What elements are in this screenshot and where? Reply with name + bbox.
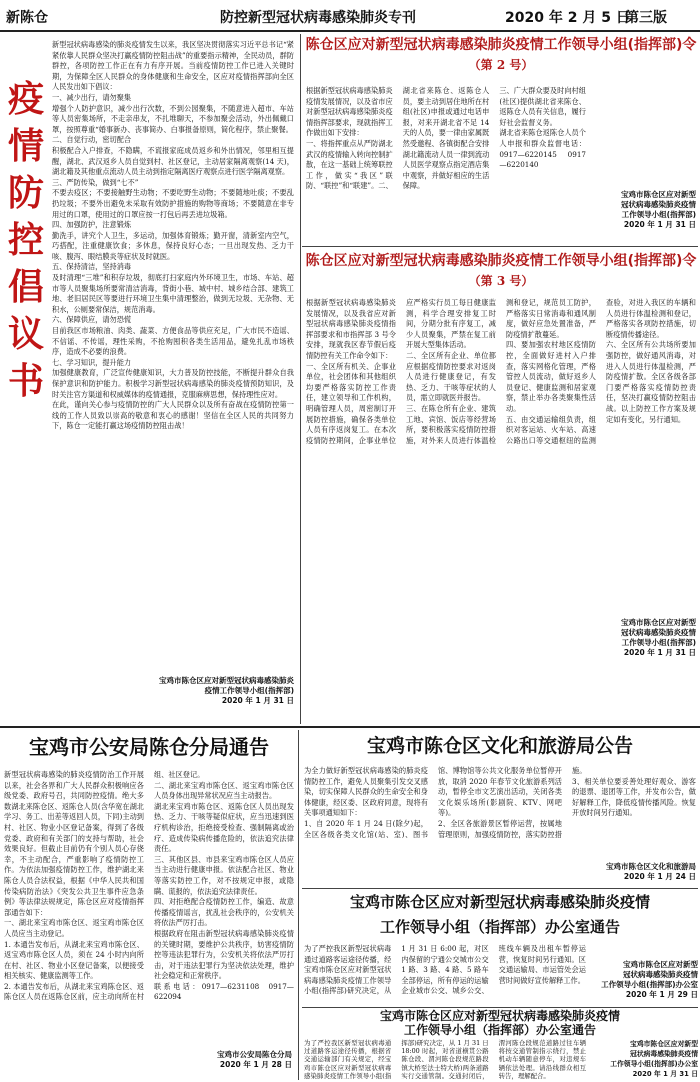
order2-signature [590,190,696,242]
notice1-signature [588,960,698,1006]
initiative-body: 新型冠状病毒感染的肺炎疫情发生以来，我区坚决贯彻落实习近平总书记“紧紧依靠人民群众坚决打赢疫情防控阻击战”的重要指示精神，全民动员，群防群控，各项防控工作正在有力有序开展。当前疫情防控工作已进入关键时期，为保障全区人民群众的身体健康和生命安全，区应对疫情指挥部向全区人民发出如下倡议： 一、减少出行，请勿聚集 增强个人防护意识，减少出行次数，不到公园聚集，不随意进入超市、车站等人员密集场所，不走亲串友，不扎堆聊天，不参加聚会活动，外出佩戴口罩，按照尊重“婚事新办、丧事简办、白事报备原则，简化程序，禁止聚餐。 二、自觉行动，密切配合 积极配合入户排查，不隐瞒，不谎报家庭成员返乡和外出情况，邻里相互提醒，湖北、武汉返乡人员自觉到村、社区登记，主动居家隔离观察(14 天)，湖北籍及其他重点流动人员主动到指定隔离医疗观察点进行医学隔离观察。 三、严防传染，做到“七不” 不要去疫区；不要接触野生动物；不要吃野生动物；不要随地吐痰；不要乱扔垃圾；不要外出避免未采取有效防护措施的购物等商场；不要随意在非专用过的口罩，使用过的口罩应按一打包后再丢进垃圾箱。 四、加强防护，注意锻炼 勤洗手，讲究个人卫生，多运动，加强体育锻炼；勤开窗，清新室内空气，巧搭配，注重健康饮食；多休息，保持良好心态；一旦出现发热、乏力干咳、腹泻、眼结膜炎等症状及时就医。 五、保持清洁，坚持消毒 及时清理“三堆”和积存垃圾，彻底打扫家庭内外环境卫生，市场、车站、超市等人员聚集场所要常清洁消毒，背街小巷、城中村、城乡结合部、建筑工地、老旧居民区等要进行环境卫生集中清理整治，做到无垃圾、无杂物、无积水，公厕要常保洁，规范消毒。 六、保障供应，请勿恐慌 目前我区市场粮油、肉类、蔬菜、方便食品等供应充足，广大市民不造谣、不信谣、不传谣，理性采购，不抢购囤积各类生活用品，避免扎乱市场秩序，造成不必要的浪费。 七、学习知识，提升能力 加强健康教育，广泛宣传健康知识，大力普及防控技能，不断提升群众自我保护意识和防护能力。积极学习新型冠状病毒感染的肺炎疫情预防知识，及时关注官方渠道和权威媒体的疫情通报，克服麻痹思想，保持理性应对。 在此，谨向关心参与疫情防控的广大人民群众以及所有奋战在疫情防控第一线的工作人员致以崇高的敬意和衷心的感谢！坚信在全区人民的共同努力下，陈仓一定能打赢这场疫情防控阻击战！ [52,40,294,431]
signer-line: 疫情工作领导小组(指挥部) [204,686,294,695]
initiative-signature [52,676,294,720]
police-article [4,770,294,1048]
order2-article [306,86,586,236]
notice1-body: 为了严控我区新型冠状病毒通过道路客运途径传播，经宝鸡市陈仓区应对新型冠状病毒感染肺炎疫情工作领导小组(指挥部)研究决定，从 1 月 31 日 6:00 起，对区内保留的宁通公交城市公交1 路、3 路、4 路、5 路车全部停运，所有停运的运输企业城市公交、城乡公交、班线车辆及出租车暂停运营，恢复时间另行通知。区交通运输局、市运管处会运营时间做好宣传解释工作。 [304,944,586,996]
column-divider [300,34,301,724]
initiative-title-char: 议 [7,314,44,355]
signer-date: 2020 年 1 月 31 日 [632,1070,698,1078]
order2-headline: 陈仓区应对新型冠状病毒感染肺炎疫情工作领导小组(指挥部)令 [305,37,697,53]
order2-body: 根据新型冠状病毒感染肺炎疫情发展情况，以及省市应对新型冠状病毒感染肺炎疫情指挥部要求，现就指挥工作做出如下安排： 一、将指挥重点从严防湖北武汉的疫情输入转向控制扩散，在这一基础上统筹联控工作，做实“我区”联防、“联控”和“联建”。二、湖北省来陈仓、返陈仓人员，要主动到居住地所在村组(社区)申报或通过电话申报，对来开湖北省不足 14 天的人员，要一律由家属既然受邀程、各镇街配合安排湖北籍流动人员一律到流动人员医学观察点指定酒店集中观察，并做好相应的生活保障。 三、广大群众要及时向村组(社区)提供湖北省来陈仓、返陈仓人员有关信息，履行好社会监督义务。 湖北省来陈仓返陈仓人员个人申报和群众监督电话：0917—6220145 0917—6220140 [306,86,586,191]
culture-headline: 宝鸡市陈仓区文化和旅游局公告 [366,735,633,757]
notice2-headline-line: 工作领导小组（指挥部）办公室通告 [403,1023,596,1037]
section-divider [302,1007,698,1008]
column-divider [298,730,299,1080]
issue-date: 2020 年 2 月 5 日 [505,10,630,26]
notice1-headline-line: 工作领导小组（指挥部）办公室通告 [379,918,620,936]
signer-line: 宝鸡市公安局陈仓分局 [217,1050,292,1059]
signer-line: 工作领导小组(指挥部)办公室 [610,1060,698,1068]
signer-line: 宝鸡市陈仓区应对新型 [621,618,696,627]
signer-date: 2020 年 1 月 24 日 [623,872,696,881]
culture-article [304,766,696,860]
police-header [4,730,294,766]
notice2-article [304,1039,586,1080]
order3-issue-number: （第 3 号） [468,274,534,288]
page-number: 第三版 [625,10,667,26]
culture-signature [560,862,696,886]
signer-line: 冠状病毒感染肺炎疫情 [621,628,696,637]
signer-date: 2020 年 1 月 31 日 [221,696,294,705]
notice2-header [302,1009,698,1037]
notice2-headline-line: 宝鸡市陈仓区应对新型冠状病毒感染肺炎疫情 [379,1009,620,1023]
signer-line: 宝鸡市陈仓区应对新型 [621,190,696,199]
order3-signature [590,618,696,670]
culture-body: 为全力做好新型冠状病毒感染的肺炎疫情防控工作，避免人员聚集引发交叉感染，切实保障人民群众的生命安全和身体健康，经区委、区政府同意，现将有关事项通知如下： 1、自 2020 年 1 月 24 日(除夕)起，全区各级各类文化馆(站、室)、图书馆、博物馆等公共文化服务单位暂停开放，取消 2020 年春节文化旅游系列活动，暂停全市文艺演出活动，关闭各类文化娱乐场所(影剧院、KTV、网吧等)。 2、全区各旅游景区暂停运营，按属地管理原则，加强疫情防控，落实防控措施。 3、相关单位要妥善处理好观众、游客的退票、退团等工作，并发布公告，做好解释工作，降低疫情传播风险。恢复开放时间另行通知。 [304,766,696,839]
masthead [0,0,700,32]
police-headline: 宝鸡市公安局陈仓分局通告 [29,735,269,759]
signer-line: 冠状病毒感染肺炎疫情 [623,970,698,979]
signer-date: 2020 年 1 月 29 日 [625,990,698,999]
order3-article [306,298,696,616]
section-divider [302,888,698,889]
notice1-headline-line: 宝鸡市陈仓区应对新型冠状病毒感染肺炎疫情 [349,893,650,911]
special-issue-title: 防控新型冠状病毒感染肺炎专刊 [220,10,416,26]
initiative-title-char: 情 [7,126,44,167]
initiative-title-char: 控 [7,220,44,261]
police-body: 新型冠状病毒感染的肺炎疫情防治工作开展以来，社会各界和广大人民群众积极响应各级党委、政府号召，共同防控疫情。绝大多数湖北来陈仓区、返陈仓人员(含华宽在湖北学习、务工、出差等返回人员，下同)主动到村、社区、物业小区登记备案，得到了各级党委、政府和有关部门的支持与帮助，社会效果良好。但截止目前仍有个别人员心存侥幸，不主动配合，严重影响了疫情防控工作。为依法加强疫情防控工作，维护湖北来陈仓人员合法权益，根据《中华人民共和国传染病防治法》《突发公共卫生事件应急条例》等法律法规规定，陈仓区应对疫情指挥部通告如下： 一、湖北来宝鸡市陈仓区、返宝鸡市陈仓区人员应当主动登记。 1. 本通告发布后，从湖北来宝鸡市陈仓区、返宝鸡市陈仓区人员，须在 24 小时内向所在村、社区、物业小区登记备案，以便接受相关核实、健康监测等工作。 2. 本通告发布后，从湖北来宝鸡陈仓区、返陈仓区人员在返陈仓区前，应主动向所在村组、社区登记。 二、湖北来宝鸡市陈仓区、返宝鸡市陈仓区人员身体出现异常状况应当主动报告。 湖北来宝鸡市陈仓区、返陈仓区人员出现发热、乏力、干咳等疑似症状，应当迅速到医疗机构诊治，拒绝接受检查、强制隔离或治疗、造成传染病传播危险的，依法追究法律责任。 三、其他区县、市县来宝鸡市陈仓区人员应当主动进行健康申报。依法配合社区、物业等落实防控工作，对不按规定申报，或隐瞒、谎报的，依法追究法律责任。 四、对拒绝配合疫情防控工作，编造、故意传播疫情谣言，扰乱社会秩序的，公安机关将依法严厉打击。 根据政府在阻击新型冠状病毒感染肺炎疫情的关键时期，要维护公共秩序，妨害疫情防控等违法犯罪行为，公安机关将依法严厉打击，对于违法犯罪行为坚决依法处理，维护社会稳定和正常秩序。 联系电话：0917—6231108 0917—622094 [4,770,294,1002]
initiative-title [6,76,46,405]
order3-headline: 陈仓区应对新型冠状病毒感染肺炎疫情工作领导小组(指挥部)令 [305,253,697,269]
signer-line: 工作领导小组(指挥部) [621,210,696,219]
police-signature [150,1050,292,1076]
initiative-article [52,40,294,670]
signer-line: 工作领导小组(指挥部) [621,638,696,647]
signer-line: 宝鸡市陈仓区应对新型 [630,1040,698,1048]
signer-line: 冠状病毒感染肺炎疫情 [630,1050,698,1058]
culture-header [302,730,698,764]
signer-line: 冠状病毒感染肺炎疫情 [621,200,696,209]
notice2-signature [588,1039,698,1080]
initiative-title-char: 防 [7,173,44,214]
notice1-header [302,890,698,942]
initiative-title-char: 倡 [7,267,44,308]
signer-date: 2020 年 1 月 31 日 [623,220,696,229]
initiative-title-char: 书 [7,361,44,402]
signer-date: 2020 年 1 月 28 日 [219,1060,292,1069]
signer-line: 宝鸡市陈仓区应对新型 [623,960,698,969]
initiative-title-char: 疫 [7,79,44,120]
order2-article-tail [590,86,696,188]
signer-date: 2020 年 1 月 31 日 [623,648,696,657]
order2-header [304,34,698,84]
section-divider [0,726,700,728]
notice1-article [304,944,586,1006]
signer-line: 宝鸡市陈仓区应对新型冠状病毒感染肺炎 [159,676,294,685]
order3-body: 根据新型冠状病毒感染肺炎发展情况，以及我省应对新型冠状病毒感染肺炎疫情指挥部要求和市指挥部 3 号令安排，现就我区春节假后疫情防控有关工作命令如下： 一、全区所有机关、企事业单位，社会团体和其他组织均要严格落实防控工作责任，建立领导和工作机构，明确管理人员，周密制订开展防控措施，确保各类单位人员有序返岗复工。在本次疫情防控期间，企事业单位应严格实行员工每日健康监测，科学合理安排复工时间，分期分批有序复工，减少人员聚集，严禁在复工前开展大型集体活动。 二、全区所有企业、单位都应根据疫情防控要求对返岗人员进行健康登记，有发热、乏力、干咳等症状的人员，需立即就医并报告。 三、在陈仓所有企业、建筑工地、宾馆、饭店等经营场所，要积极落实疫情防控措施，对外来人员进行体温检测和登记，规范员工防护，严格落实日常消毒和通风制度，做好应急处置准备，严防疫情扩散蔓延。 四、要加强农村地区疫情防控，全面做好进村入户排查，落实网格化管理，严格管控人员流动，做好返乡人员登记、健康监测和居家观察，禁止举办各类聚集性活动。 五、由交通运输组负责，组织对客运站、火车站、高速公路出口等交通枢纽的监测查验，对进入我区的车辆和人员进行体温检测和登记，严格落实各项防控措施，切断疫情传播途径。 六、全区所有公共场所要加强防控，做好通风消毒，对进入人员进行体温检测，严防疫情扩散。全区各级各部门要严格落实疫情防控责任，坚决打赢疫情防控阻击战。以上防控工作方案及规定如有变化，另行通知。 [306,298,696,445]
order2-issue-number: （第 2 号） [468,58,534,72]
order3-header [304,250,698,296]
notice2-body: 为了严控我区新型冠状病毒通过道路客运途径传播，根据省交通运输部门有关规定，经宝鸡市陈仓区应对新型冠状病毒感染肺炎疫情工作领导小组(指挥部)研究决定，从 1 月 31 日 18:00 时起，对省道横贯公路陈仓段、渭河陈仓段规范路段镇大桥至法士特大桥)两条道路实行交通管制。交通封闭后，渭河陈仓段规范道路过往车辆将按交通管制指示绕行，禁止机动车辆随意停车，对违规车辆依法处理。请沿线群众相互转告，理解配合。 [304,1039,586,1080]
signer-line: 宝鸡市陈仓区文化和旅游局 [606,862,696,871]
section-name: 新陈仓 [6,10,48,26]
signer-line: 工作领导小组(指挥部)办公室 [601,980,698,989]
section-divider [302,246,698,247]
